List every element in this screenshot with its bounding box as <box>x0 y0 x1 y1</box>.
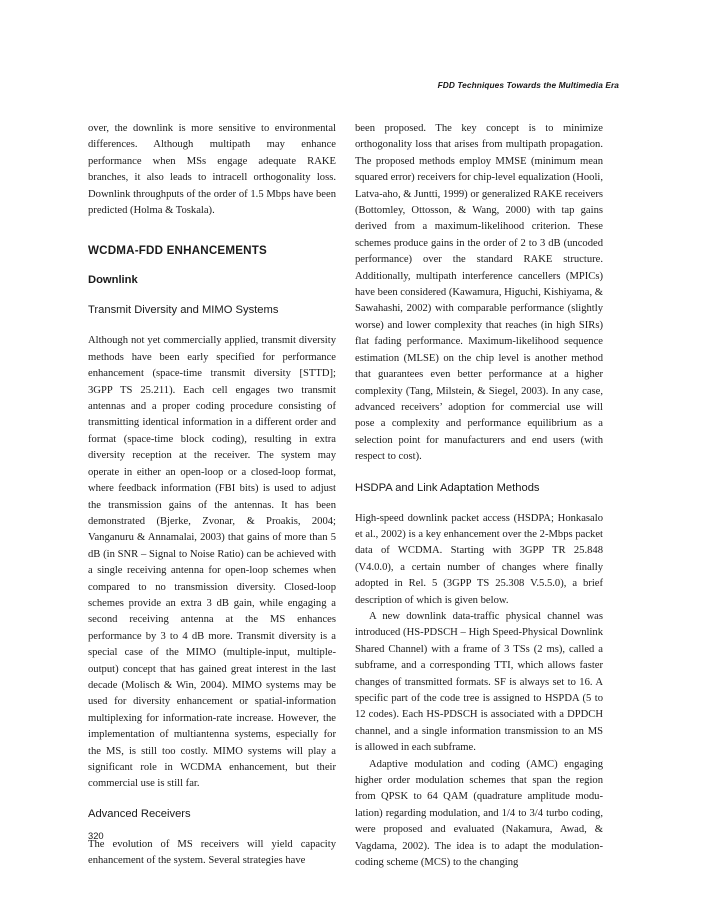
left-column <box>88 121 336 870</box>
subsection-heading: Downlink <box>88 274 138 287</box>
advanced-receivers-heading: Advanced Receivers <box>88 807 191 820</box>
hsdpa-paragraph-1: High-speed downlink packet access (HSDPA; Honkasalo et al., 2002) is a key enhancement over the 2-Mbps packet data of WCDMA. Starting with 3GPP TR 25.848 (V4.0.0), a certain number of changes where finally adopted in Rel. 5 (3GPP TS 25.308 V.5.5.0), a brief description of which is given below. <box>355 512 603 606</box>
transmit-diversity-heading: Transmit Diversity and MIMO Systems <box>88 304 279 317</box>
advanced-receivers-paragraph: The evolution of MS receivers will yield capacity enhancement of the system. Several strategies have <box>88 838 336 867</box>
page-number: 320 <box>88 830 104 841</box>
hsdpa-paragraph-2: A new downlink data-traffic physical channel was introduced (HS-PDSCH – High Speed-Physical Downlink Shared Channel) with a frame of 3 TSs (2 ms), called a subframe, and a corresponding TTI, which allows faster changes of transmitted formats. SF is always set to 16. A specific part of the code tree is assigned to HSPDA (5 to 12 codes). Each HS-PDSCH is associated with a DPDCH channel, and a single information transmission to an MS is allowed in each subframe. <box>355 610 603 754</box>
section-heading: WCDMA-FDD ENHANCEMENTS <box>88 244 267 258</box>
running-head: FDD Techniques Towards the Multimedia Era <box>437 80 619 90</box>
hsdpa-heading: HSDPA and Link Adaptation Methods <box>355 481 540 494</box>
intro-paragraph: over, the downlink is more sensitive to environmental differences. Although multipath may enhance performance when MSs engage adequate RAKE branches, it also leads to intracell orthogonality loss. Downlink throughputs of the order of 1.5 Mbps have been predicted (Holma & Toskala). <box>88 123 336 217</box>
right-column <box>355 121 603 871</box>
transmit-diversity-paragraph: Although not yet commercially applied, transmit diversity methods have been early specified for performance enhancement (space-time transmit diversity [STTD]; 3GPP TS 25.211). Each cell engages two transmit antennas and a proper coding procedure consisting of transmitting identical information in a different order and format (space-time block coding), resulting in extra diversity reception at the receiver. The system may operate in either an open-loop or a closed-loop format, where feedback information (FBI bits) is used to adjust the transmission gains of the antennas. It has been demonstrated (Bjerke, Zvonar, & Proakis, 2004; Vanganuru & Annamalai, 2003) that gains of more than 5 dB (in SNR – Signal to Noise Ratio) can be achieved with a single receiving antenna for open-loop schemes when compared to no transmission diversity. Closed-loop schemes provide an extra 3 dB gain, while engaging a second receiving antenna at the MS enhances performance by 3 to 4 dB more. Transmit diversity is a special case of the MIMO (multiple-input, multiple-output) concept that has gained great interest in the last decade (Molisch & Win, 2004). MIMO systems may be used for diversity enhancement or spatial-information multiplexing for information-rate increase. However, the implementation of multiantenna systems, especially for the MS, is still too costly. MIMO systems will play a significant role in WCDMA enhancement, but their commercial use is still far. <box>88 335 336 790</box>
advanced-receivers-continued: been proposed. The key concept is to minimize orthogonality loss that arises from multipath propagation. The proposed methods employ MMSE (minimum mean squared error) receivers for chip-level equalization (Hooli, Latva-aho, & Juntti, 1999) or generalized RAKE receivers (Bottomley, Ottosson, & Wang, 2000) with tap gains derived from a maximum-likelihood criterion. These schemes produce gains in the order of 2 to 3 dB (uncoded performance) over the standard RAKE structure. Additionally, multipath interference cancellers (MPICs) have been considered (Kawamura, Higuchi, Kishiyama, & Sawahashi, 2002) with comparable performance (slightly worse) and lower complexity that reaches (in high SIRs) flat fading performance. Maximum-likelihood sequence estimation (MLSE) on the chip level is another method that guarantees even better performance at a higher complexity (Tang, Milstein, & Siegel, 2003). In any case, advanced receivers’ adoption for commercial use will pose a complexity and performance equilibrium as a selection point for manufacturers and end users (with respect to cost). <box>355 123 603 463</box>
hsdpa-paragraph-3: Adaptive modulation and coding (AMC) engaging higher order modulation schemes that span the region from QPSK to 64 QAM (quadrature amplitude modulation) regarding modulation, and 1/4 to 3/4 turbo coding, were proposed and evaluated (Nakamura, Awad, & Vagdama, 2002). The idea is to adapt the modulation-coding scheme (MCS) to the changing <box>355 758 603 869</box>
